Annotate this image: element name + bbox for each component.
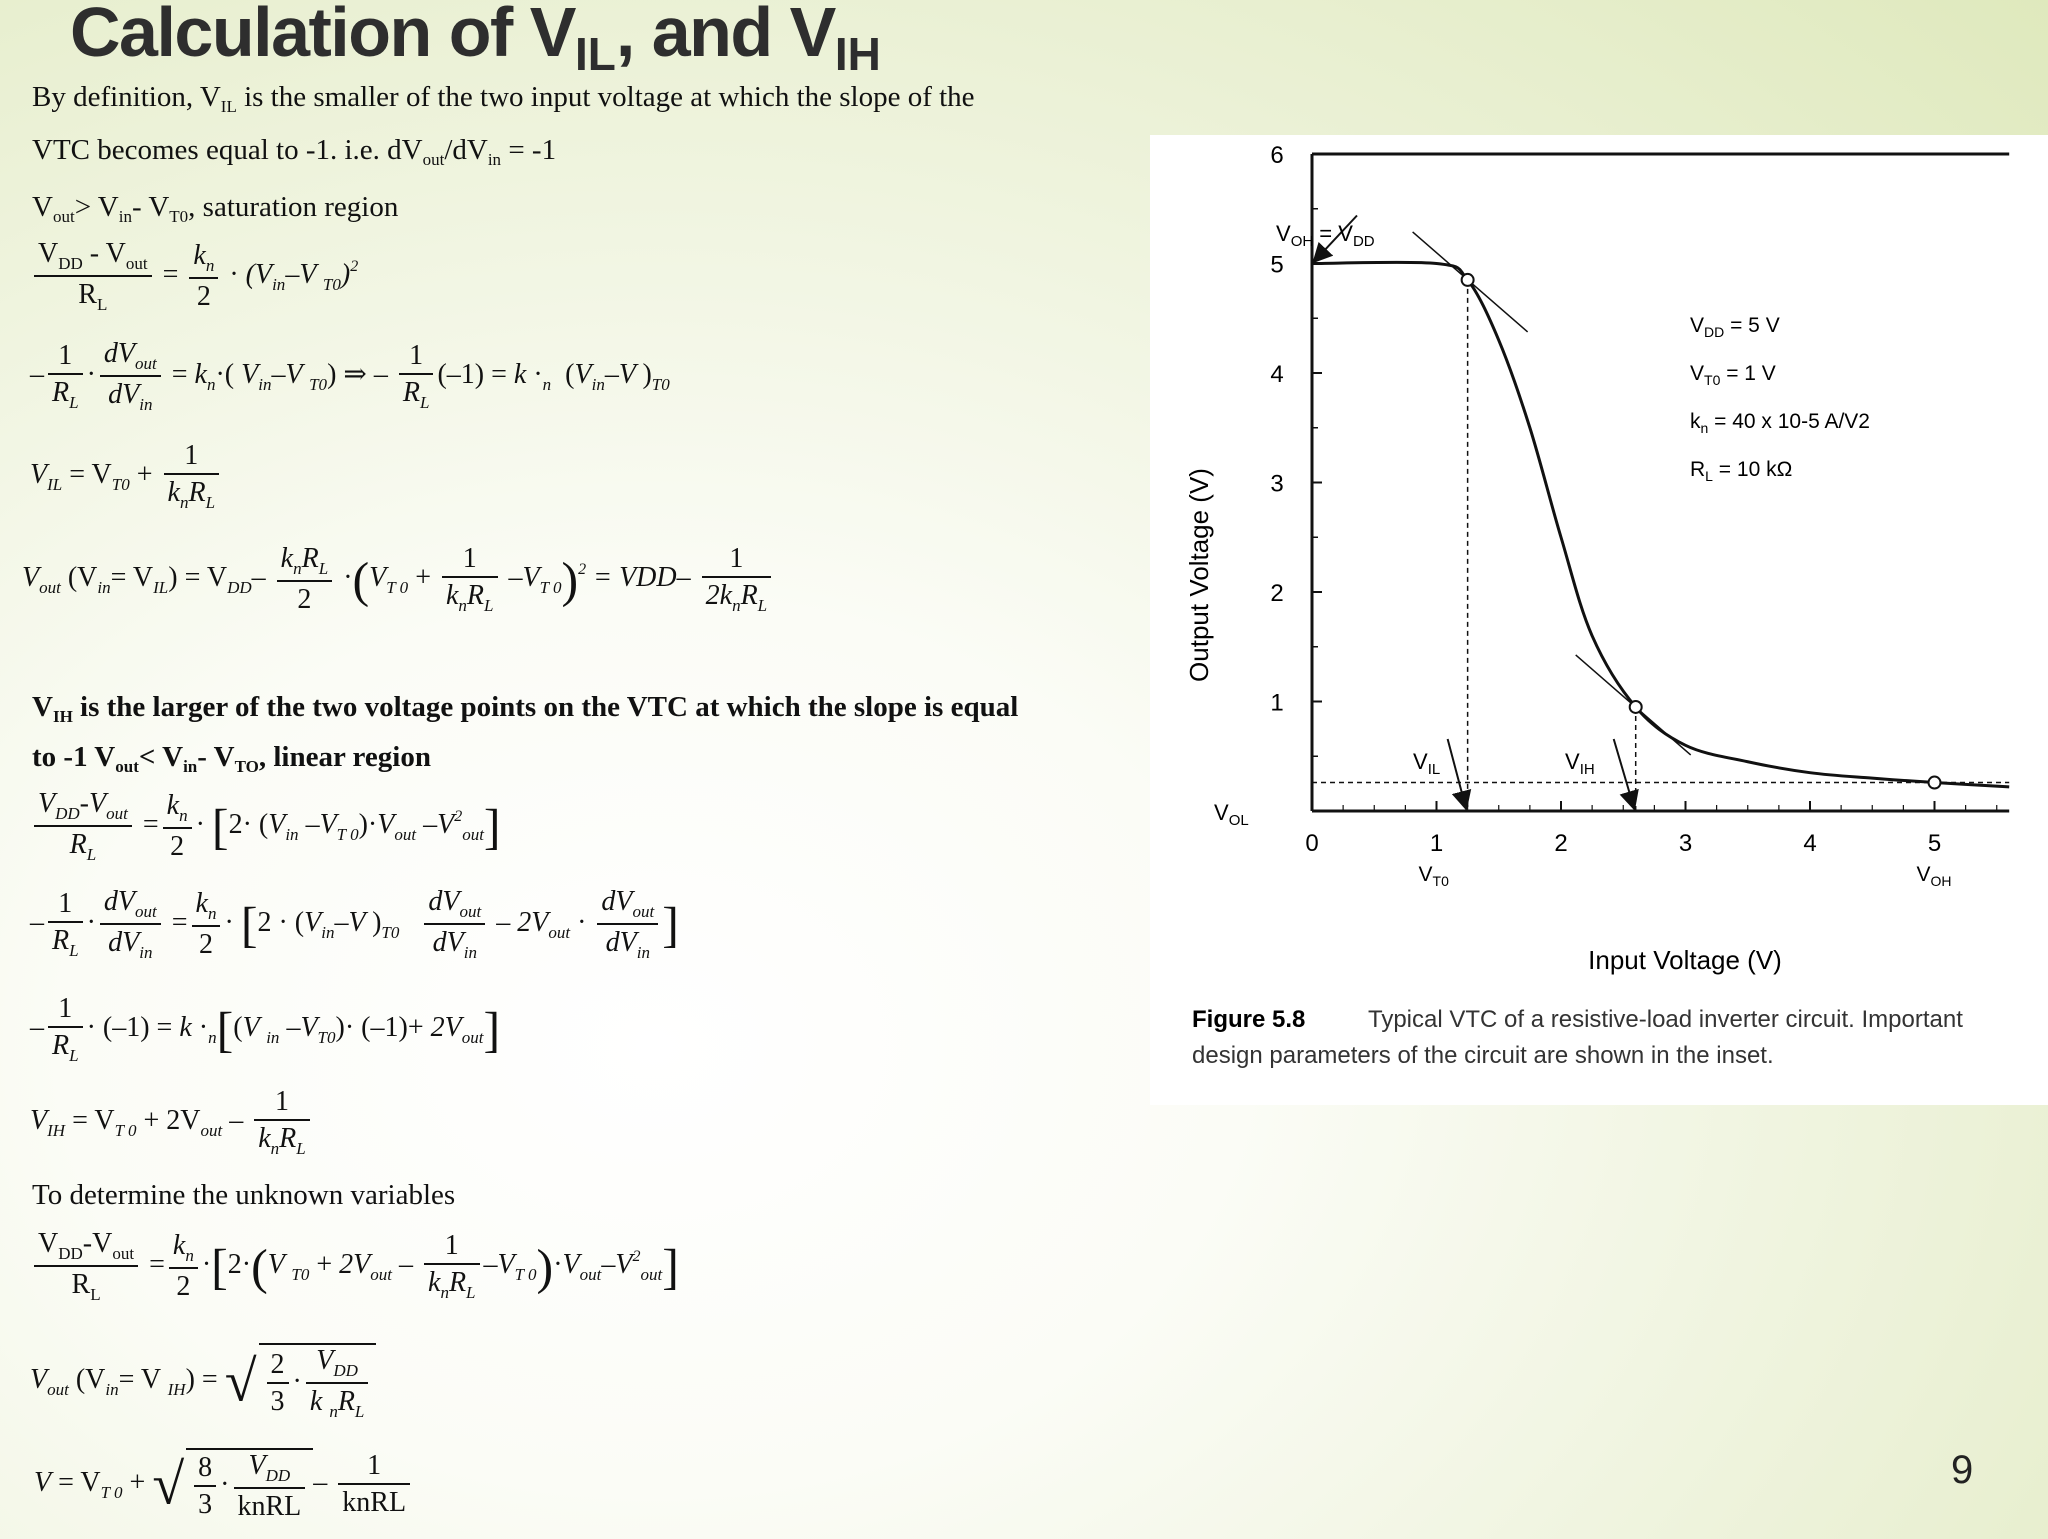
curve-marker	[1630, 701, 1642, 713]
inset-kn: $k_n = 40$ x 10-5 A/V2	[1690, 410, 1870, 436]
x-tick-label: 5	[1927, 830, 1942, 857]
y-tick-label: 4	[1270, 361, 1284, 388]
y-tick-label: 5	[1270, 251, 1284, 279]
equation-saturation-current: $\frac{V_{DD} - V_{out}}{R_L}$ = $\frac{k_n}{2}$ · ($V_{in}-V$ $_{T0}$)$^2$	[30, 240, 358, 313]
voh-vdd-label: $V_{OH} = V_{DD}$	[1276, 221, 1375, 250]
page-number: 9	[1951, 1448, 1974, 1492]
saturation-condition: $V_{out}> V_{in}-$ $V_{T0}$, saturation region	[32, 191, 399, 226]
vtc-chart	[1150, 135, 2048, 1105]
x-tick-label: 3	[1678, 830, 1693, 857]
voh-label-sub: OH	[1930, 873, 1952, 889]
equation-slope-condition: – $\frac{1}{R_L}$ · $(-1) = k \cdot_n[(V$ $_{in}$ $-V_{T0})\cdot (-1)+ 2V_{out}$]	[30, 993, 501, 1065]
equation-derivative-linear: – $\frac{1}{R_L}$ · $\frac{dV_{out}}{dV_{in}}$ = $\frac{k_n}{2}$ · [$2 \cdot (V_{in}-V$ )$_{T0}$ $\frac{dV_{out}}{dV_{in}}$ – $2V_{out}$ · $\frac{dV_{out}}{dV_{in}}$ ]	[30, 886, 679, 962]
slide-title: Calculation of $V_{IL}$, and $V_{IH}$	[70, 0, 881, 80]
x-tick-label: 1	[1429, 830, 1444, 857]
figure-caption-text: Typical VTC of a resistive-load inverter circuit. Important	[1368, 1006, 1963, 1033]
inset-rl: $R_L = 10$ kΩ	[1690, 458, 1793, 484]
x-tick-label: 2	[1554, 830, 1568, 857]
unknown-variables-text: To determine the unknown variables	[32, 1179, 456, 1211]
y-tick-label: 2	[1270, 580, 1284, 607]
equation-vil: $V_{IL} = V_{T0}$ + $\frac{1}{k_nR_L}$	[30, 442, 223, 511]
chart-annotations	[1312, 216, 2009, 812]
curve-marker	[1462, 274, 1474, 286]
chart-ticks	[1270, 142, 1996, 889]
definition-vih-line1: $V_{IH}$ is the larger of the two voltage points on the VTC at which the slope is equal	[32, 691, 1019, 726]
equation-derivative-saturation: – $\frac{1}{R_L}$ · $\frac{dV_{out}}{dV_{in}}$ = $k_n\cdot$( $V_{in}-V$ $_{T0}$) ⇒ – $\frac{1}{R_L}$ $(-1) = k \cdot_n$ ($V_{in}-V$ )$_{T0}$	[30, 338, 670, 414]
inset-vt0: $V_{T0} = 1$ V	[1690, 362, 1776, 388]
y-axis-label: Output Voltage (V)	[1184, 468, 1214, 682]
y-tick-label: 1	[1270, 689, 1284, 717]
linear-condition: to -1 $V_{out}< V_{in}-$ $V_{TO}$, linear region	[32, 741, 431, 776]
equation-vih-final: $V = V_{T 0}$ + √ $\frac{8}{3}$ · $\frac{V_{DD}}{\text{knRL}}$ – $\frac{1}{\text{knRL}}$	[34, 1448, 414, 1521]
equation-vih: $V_{IH} = V_{T 0} + 2V_{out}$ – $\frac{1}{k_nR_L}$	[30, 1088, 314, 1157]
equation-vout-at-vil: $V_{out}$ $(V_{in}= V_{IL}) = V_{DD}-$ $\frac{k_nR_L}{2}$ $\cdot(V_{T 0}$ + $\frac{1}{k_nR_L}$ $-V_{T 0})^2 = VDD-$ $\frac{1}{2k_nR_L}$	[22, 545, 775, 614]
x-tick-label: 4	[1803, 830, 1817, 857]
x-axis-label: Input Voltage (V)	[1588, 945, 1782, 975]
y-tick-label: 6	[1270, 142, 1284, 169]
chart-axes	[1312, 154, 2009, 811]
x-tick-label: 0	[1305, 830, 1319, 857]
vt0-label-sub: T0	[1432, 873, 1449, 889]
figure-caption-text-2: design parameters of the circuit are shown in the inset.	[1192, 1042, 1774, 1069]
vil-arrow	[1448, 739, 1466, 807]
equation-linear-current: $\frac{V_{DD}-V_{out}}{R_L}$ = $\frac{k_n}{2}$ · [$2\cdot (V_{in}$ $-V_{T 0})\cdot V_{out}$ $-V^2_{out}$]	[30, 790, 501, 863]
inset-vdd: $V_{DD} = 5$ V	[1690, 314, 1780, 340]
vtc-line	[1312, 262, 2009, 787]
y-tick-label: 3	[1270, 470, 1284, 498]
vol-label: $V_{OL}$	[1214, 800, 1249, 829]
vtc-figure-panel	[1150, 135, 2048, 1105]
vil-marker-label: $V_{IL}$	[1413, 749, 1441, 778]
equation-vout-at-vih: $V_{out}$ ($V_{in}= V$ $_{IH}$) = √ $\frac{2}{3}$ · $\frac{V_{DD}}{k _nR_L}$	[30, 1343, 376, 1420]
definition-vil-line1: By definition, $V_{IL}$ is the smaller of the two input voltage at which the slope of the	[32, 81, 975, 116]
equation-combined: $\frac{V_{DD}-V_{out}}{R_L}$ = $\frac{k_n}{2}$ ·[2·(V $_{T0} + 2V_{out}$ – $\frac{1}{k_nR_L}$ $-V_{T 0})\cdot V_{out}-V^2_{out}$]	[30, 1230, 679, 1303]
vtc-curve	[1312, 262, 2009, 787]
curve-marker	[1929, 777, 1941, 789]
figure-caption-label: Figure 5.8	[1192, 1006, 1306, 1033]
voh-label: $V_{OH}$	[1916, 863, 1952, 889]
vt0-label: $V_{T0}$	[1418, 863, 1449, 889]
definition-vil-line2: VTC becomes equal to -1. i.e. $dV_{out}/dV_{in} = -1$	[32, 134, 557, 169]
vih-arrow	[1614, 739, 1634, 807]
vih-marker-label: $V_{IH}$	[1565, 749, 1595, 778]
